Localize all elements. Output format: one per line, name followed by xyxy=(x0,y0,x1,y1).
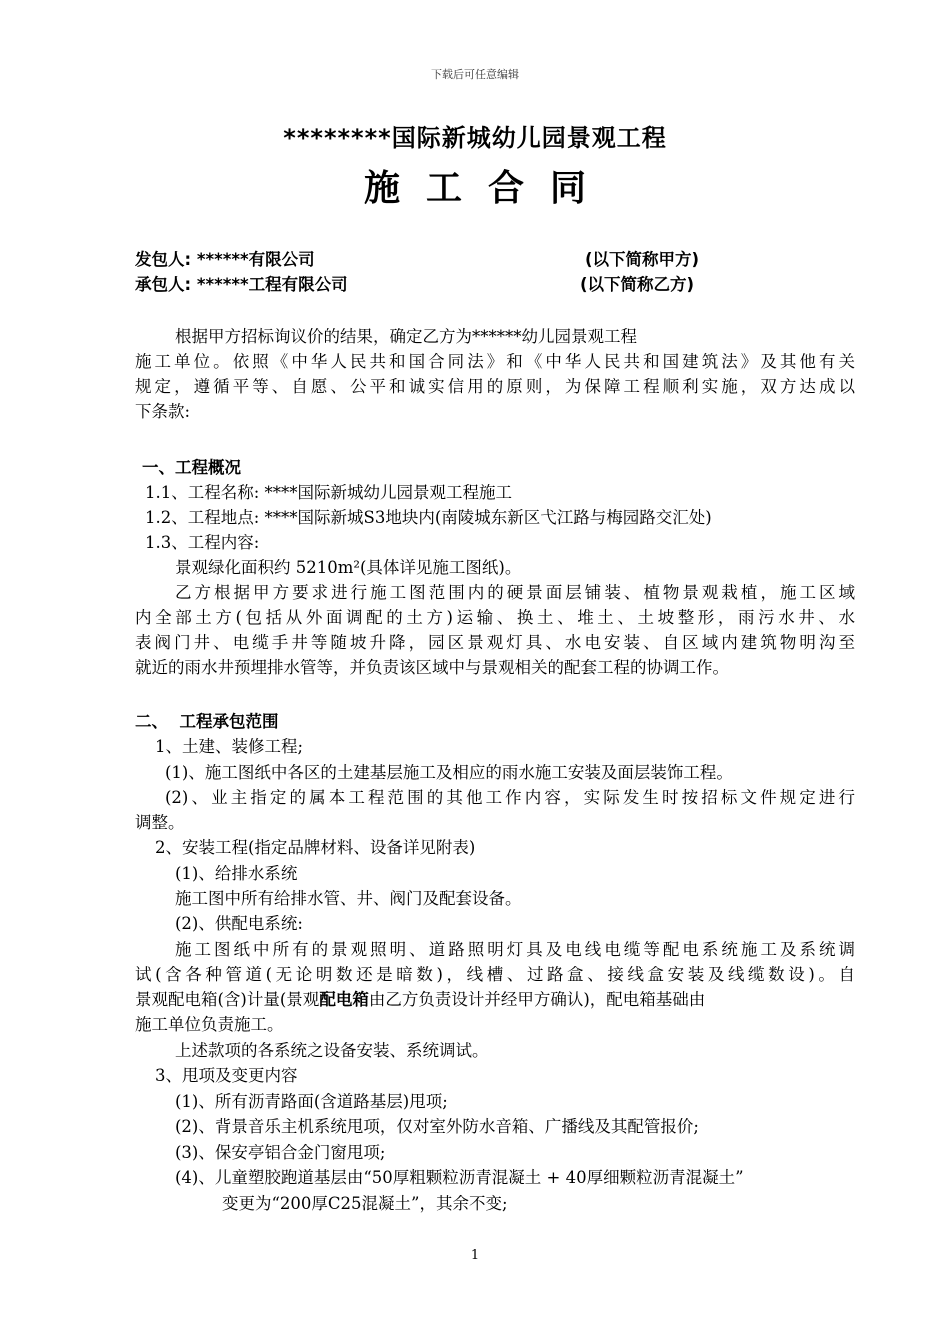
intro-line-1: 根据甲方招标询议价的结果，确定乙方为******幼儿园景观工程 xyxy=(175,327,637,346)
section-1-area: 景观绿化面积约 5210m²(具体详见施工图纸)。 xyxy=(175,558,522,577)
page-number: 1 xyxy=(470,1248,480,1263)
section-1-item-2: 1.2、工程地点: ****国际新城S3地块内(南陵城东新区弋江路与梅园路交汇处) xyxy=(145,508,712,527)
contractor-label: 承包人: xyxy=(135,275,192,294)
employer-note: (以下简称甲方) xyxy=(585,250,700,269)
section-2-water: (1)、给排水系统 xyxy=(175,864,298,883)
section-2-power-desc-2 xyxy=(135,963,855,987)
section-2-heading: 二、 工程承包范围 xyxy=(135,712,279,731)
section-2-civil-2a: (2)、业主指定的属本工程范围的其他工作内容，实际发生时按招标文件规定进行 xyxy=(165,788,855,807)
section-2-civil: 1、土建、装修工程; xyxy=(155,737,304,756)
employer-label: 发包人: xyxy=(135,250,192,269)
section-1-item-1: 1.1、工程名称: ****国际新城幼儿园景观工程施工 xyxy=(145,483,513,502)
section-1-desc-1: 乙方根据甲方要求进行施工图范围内的硬景面层铺装、植物景观栽植，施工区域 xyxy=(175,583,855,602)
intro-line-4: 下条款: xyxy=(135,402,191,421)
section-2-install: 2、安装工程(指定品牌材料、设备详见附表) xyxy=(155,838,476,857)
contractor-note: (以下简称乙方) xyxy=(580,275,695,294)
document-title: ********国际新城幼儿园景观工程 xyxy=(283,124,667,152)
document-subtitle: 施工合同 xyxy=(363,168,612,209)
section-2-power-desc-2-text: 试(含各种管道(无论明数还是暗数)，线槽、过路盒、接线盒安装及线缆数设)。自 xyxy=(135,965,855,984)
section-1-desc-3: 表阀门井、电缆手井等随坡升降，园区景观灯具、水电安装、自区域内建筑物明沟至 xyxy=(135,633,855,652)
intro-line-2: 施工单位。依照《中华人民共和国合同法》和《中华人民共和国建筑法》及其他有关 xyxy=(135,352,855,371)
section-2-water-desc: 施工图中所有给排水管、井、阀门及配套设备。 xyxy=(175,889,522,908)
section-1-desc-4: 就近的雨水井预埋排水管等，并负责该区域中与景观相关的配套工程的协调工作。 xyxy=(135,658,729,677)
page-header-note: 下载后可任意编辑 xyxy=(431,68,519,81)
employer-line xyxy=(135,248,315,272)
section-2-change-2: (2)、背景音乐主机系统甩项，仅对室外防水音箱、广播线及其配管报价; xyxy=(175,1117,699,1136)
section-2-changes: 3、甩项及变更内容 xyxy=(155,1066,298,1085)
power-line3-post: 由乙方负责设计并经甲方确认)，配电箱基础由 xyxy=(368,990,706,1009)
section-2-change-4b: 变更为“200厚C25混凝土”，其余不变; xyxy=(222,1194,508,1213)
section-2-power-desc-4: 施工单位负责施工。 xyxy=(135,1015,284,1034)
section-2-civil-1: (1)、施工图纸中各区的土建基层施工及相应的雨水施工安装及面层装饰工程。 xyxy=(165,763,733,782)
section-2-change-3: (3)、保安亭铝合金门窗甩项; xyxy=(175,1143,386,1162)
section-2-civil-2b: 调整。 xyxy=(135,813,185,832)
section-2-power: (2)、供配电系统: xyxy=(175,914,303,933)
contractor-line xyxy=(135,273,348,297)
section-2-power-desc-1: 施工图纸中所有的景观照明、道路照明灯具及电线电缆等配电系统施工及系统调 xyxy=(175,940,855,959)
section-2-summary: 上述款项的各系统之设备安装、系统调试。 xyxy=(175,1041,489,1060)
section-2-change-1: (1)、所有沥青路面(含道路基层)甩项; xyxy=(175,1092,448,1111)
contractor-name: ******工程有限公司 xyxy=(196,275,348,294)
section-1-desc-2: 内全部土方(包括从外面调配的土方)运输、换土、堆土、土坡整形，雨污水井、水 xyxy=(135,608,855,627)
section-2-power-desc-3 xyxy=(135,988,705,1012)
power-line3-bold: 配电箱 xyxy=(319,990,369,1009)
section-1-heading: 一、工程概况 xyxy=(142,458,241,477)
section-1-item-3: 1.3、工程内容: xyxy=(145,533,260,552)
intro-line-3: 规定，遵循平等、自愿、公平和诚实信用的原则，为保障工程顺利实施，双方达成以 xyxy=(135,377,855,396)
employer-name: ******有限公司 xyxy=(196,250,315,269)
power-line3-pre: 景观配电箱(含)计量(景观 xyxy=(135,990,320,1009)
section-2-change-4a: (4)、儿童塑胶跑道基层由“50厚粗颗粒沥青混凝土 + 40厚细颗粒沥青混凝土” xyxy=(175,1168,744,1187)
